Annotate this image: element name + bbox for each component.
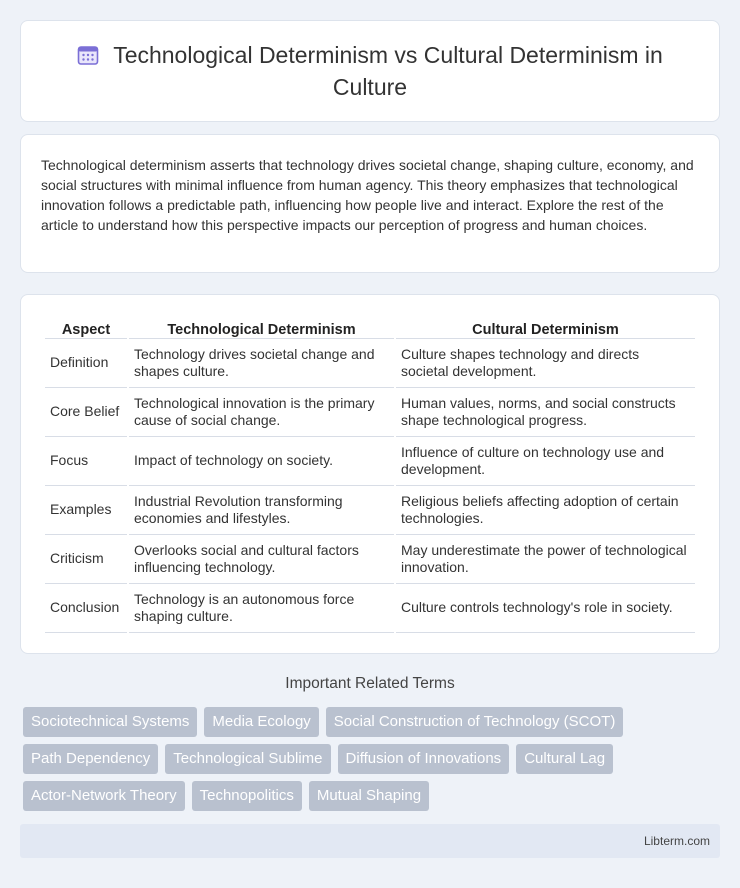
page-title: Technological Determinism vs Cultural Determinism in Culture [113, 41, 663, 100]
cell-aspect: Core Belief [45, 388, 127, 437]
column-header-technological: Technological Determinism [129, 317, 394, 339]
cell-aspect: Criticism [45, 535, 127, 584]
cell-technological: Overlooks social and cultural factors influencing technology. [129, 535, 394, 584]
tag-mutual-shaping[interactable]: Mutual Shaping [309, 781, 429, 811]
tag-technological-sublime[interactable]: Technological Sublime [165, 744, 330, 774]
table-row [45, 584, 695, 633]
footer-brand-link[interactable]: Libterm.com [643, 834, 710, 848]
tag-media-ecology[interactable]: Media Ecology [204, 707, 318, 737]
cell-cultural: Culture shapes technology and directs societal development. [396, 339, 695, 388]
tag-cultural-lag[interactable]: Cultural Lag [516, 744, 613, 774]
cell-aspect: Focus [45, 437, 127, 486]
cell-technological: Technology is an autonomous force shaping culture. [129, 584, 394, 633]
table-row [45, 339, 695, 388]
comparison-table-card [20, 294, 720, 654]
cell-cultural: Religious beliefs affecting adoption of certain technologies. [396, 486, 695, 535]
cell-cultural: Influence of culture on technology use and development. [396, 437, 695, 486]
column-header-aspect: Aspect [45, 317, 127, 339]
comparison-table [43, 317, 697, 633]
table-row [45, 437, 695, 486]
calendar-grid-icon [77, 44, 99, 73]
related-terms-heading: Important Related Terms [285, 675, 455, 692]
cell-technological: Technological innovation is the primary cause of social change. [129, 388, 394, 437]
cell-cultural: Human values, norms, and social constructs shape technological progress. [396, 388, 695, 437]
cell-technological: Technology drives societal change and shapes culture. [129, 339, 394, 388]
table-header-row [45, 317, 695, 339]
cell-cultural: Culture controls technology's role in society. [396, 584, 695, 633]
table-row [45, 486, 695, 535]
intro-card [20, 134, 720, 273]
intro-paragraph: Technological determinism asserts that technology drives societal change, shaping culture, economy, and social structures with minimal influence from human agency. This theory emphasizes that technological innovation follows a predictable path, influencing how people live and interact. Explore the rest of the article to understand how this perspective impacts our perception of progress and human choices. [41, 157, 694, 233]
page-title-block [61, 41, 679, 102]
cell-aspect: Conclusion [45, 584, 127, 633]
cell-technological: Impact of technology on society. [129, 437, 394, 486]
tag-path-dependency[interactable]: Path Dependency [23, 744, 158, 774]
cell-technological: Industrial Revolution transforming economies and lifestyles. [129, 486, 394, 535]
cell-aspect: Definition [45, 339, 127, 388]
table-row [45, 388, 695, 437]
cell-aspect: Examples [45, 486, 127, 535]
related-terms-tags [20, 707, 700, 811]
tag-actor-network-theory[interactable]: Actor-Network Theory [23, 781, 185, 811]
table-row [45, 535, 695, 584]
tag-sociotechnical-systems[interactable]: Sociotechnical Systems [23, 707, 197, 737]
tag-social-construction-of-technology[interactable]: Social Construction of Technology (SCOT) [326, 707, 624, 737]
column-header-cultural: Cultural Determinism [396, 317, 695, 339]
tag-technopolitics[interactable]: Technopolitics [192, 781, 302, 811]
cell-cultural: May underestimate the power of technological innovation. [396, 535, 695, 584]
title-card [20, 20, 720, 122]
footer [20, 824, 720, 858]
tag-diffusion-of-innovations[interactable]: Diffusion of Innovations [338, 744, 510, 774]
